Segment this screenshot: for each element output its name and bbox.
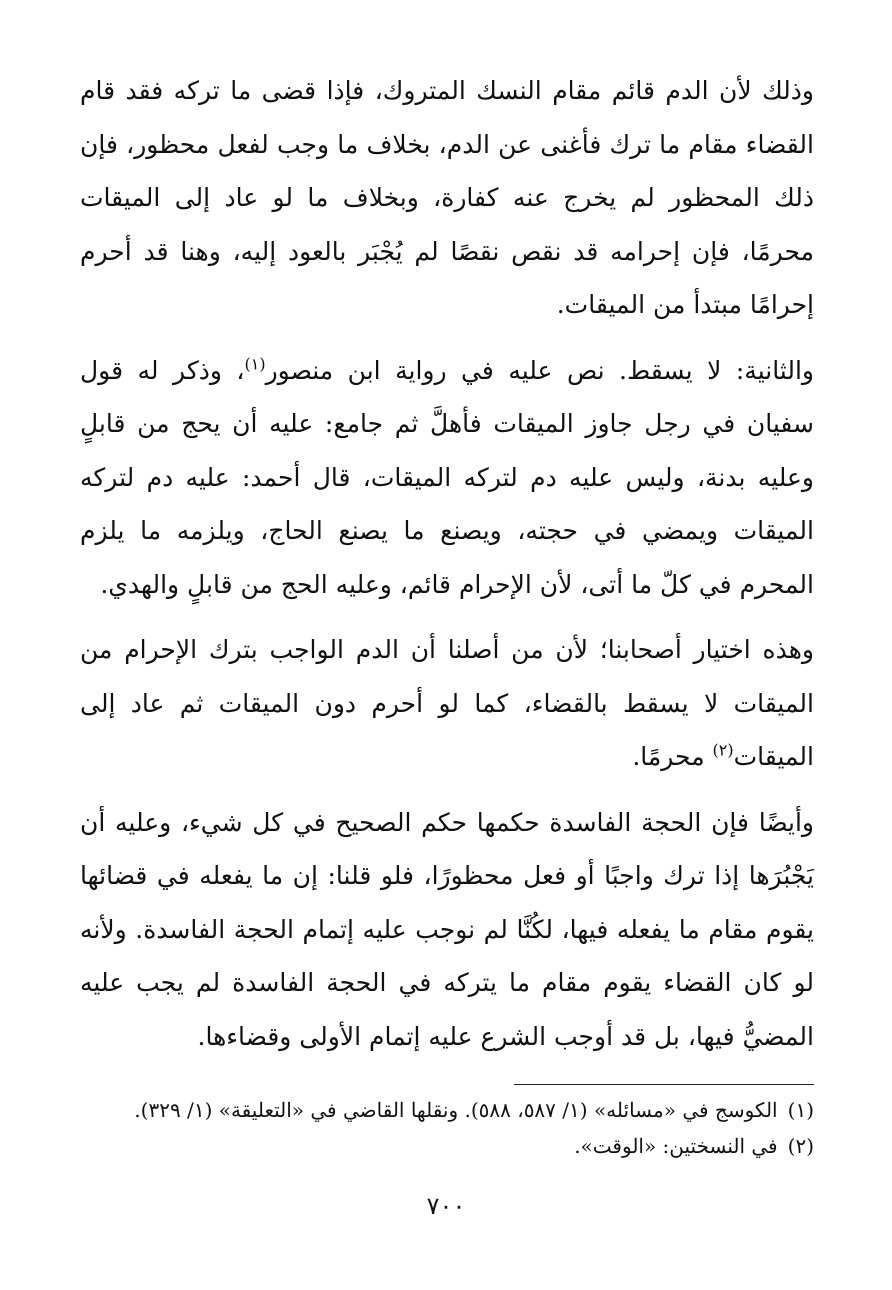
footnote-2 <box>80 1128 814 1164</box>
footnote-separator <box>514 1084 814 1085</box>
footnote-2-number: (٢) <box>787 1134 814 1158</box>
footnote-2-text: في النسختين: «الوقت». <box>574 1134 778 1158</box>
paragraph-3 <box>80 623 814 784</box>
paragraph-2-text-before: والثانية: لا يسقط. نص عليه في رواية ابن منصور <box>265 355 814 385</box>
footnote-ref-1: (١) <box>244 354 266 374</box>
paragraph-3-text-before: وهذه اختيار أصحابنا؛ لأن من أصلنا أن الدم الواجب بترك الإحرام من الميقات لا يسقط بالقضاء، كما لو أحرم دون الميقات ثم عاد إلى الميقات <box>80 635 814 771</box>
footnote-1 <box>80 1092 814 1128</box>
paragraph-2 <box>80 344 814 612</box>
footnote-ref-2: (٢) <box>712 740 734 760</box>
paragraph-2-text-after: ، وذكر له قول سفيان في رجل جاوز الميقات فأهلَّ ثم جامع: عليه أن يحج من قابلٍ وعليه بدنة، وليس عليه دم لتركه الميقات، قال أحمد: عليه دم لتركه الميقات ويمضي في حجته، ويصنع ما يصنع الحاج، ويلزمه ما يلزم المحرم في كلّ ما أتى، لأن الإحرام قائم، وعليه الحج من قابلٍ والهدي. <box>80 355 814 599</box>
paragraph-1: وذلك لأن الدم قائم مقام النسك المتروك، فإذا قضى ما تركه فقد قام القضاء مقام ما ترك فأغنى عن الدم، بخلاف ما وجب لفعل محظور، فإن ذلك المحظور لم يخرج عنه كفارة، وبخلاف ما لو عاد إلى الميقات محرمًا، فإن إحرامه قد نقص نقصًا لم يُجْبَر بالعود إليه، وهنا قد أحرم إحرامًا مبتدأ من الميقات. <box>80 76 814 319</box>
page-number: ٧٠٠ <box>426 1192 466 1220</box>
paragraph-4: وأيضًا فإن الحجة الفاسدة حكمها حكم الصحيح في كل شيء، وعليه أن يَجْبُرَها إذا ترك واجبًا أو فعل محظورًا، فلو قلنا: إن ما يفعله في قضائها يقوم مقام ما يفعله فيها، لكُنَّا لم نوجب عليه إتمام الحجة الفاسدة. ولأنه لو كان القضاء يقوم مقام ما يتركه في الحجة الفاسدة لم يجب عليه المضيُّ فيها، بل قد أوجب الشرع عليه إتمام الأولى وقضاءها. <box>80 807 814 1051</box>
footnote-1-number: (١) <box>787 1098 814 1122</box>
footnotes <box>80 1092 814 1164</box>
paragraph-3-text-after: محرمًا. <box>632 742 713 771</box>
footnote-1-text: الكوسج في «مسائله» (١/ ٥٨٧، ٥٨٨). ونقلها القاضي في «التعليقة» (١/ ٣٢٩). <box>134 1098 778 1122</box>
